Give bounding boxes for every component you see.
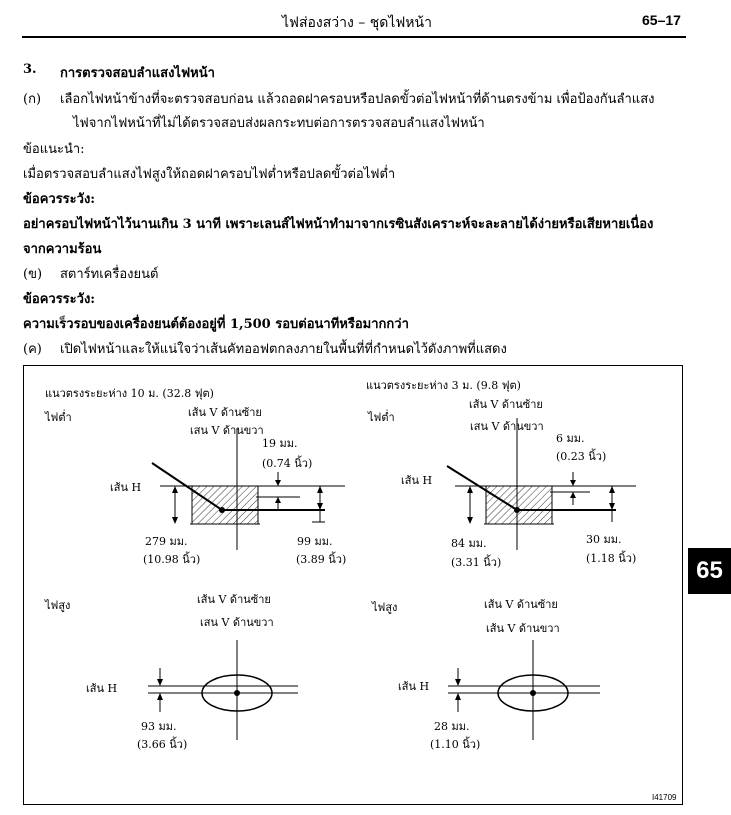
item-a-marker: (ก) [23,92,42,107]
left-low-beam-diagram [152,428,345,550]
hint-label: ข้อแนะนำ: [23,142,85,157]
left-low-left-mm: 279 มม. [145,535,188,548]
left-distance-title: แนวตรงระยะห่าง 10 ม. (32.8 ฟุต) [45,387,214,400]
right-high-beam-label: ไฟสูง [372,601,398,614]
right-low-left-mm: 84 มม. [451,537,487,550]
left-high-v-right-label: เสน V ด้านขวา [200,616,274,629]
left-low-center-dot [219,507,225,513]
hint-text: เมื่อตรวจสอบลำแสงไฟสูงให้ถอดฝาครอบไฟต่ำหรือปลดขั้วต่อไฟต่ำ [23,167,396,182]
caution2-text: ความเร็วรอบของเครื่องยนต์ต้องอยู่ที่ 1,500 รอบต่อนาทีหรือมากกว่า [23,317,409,332]
right-low-v-right-label: เสน V ด้านขวา [470,420,544,433]
section-tab: 65 [688,548,731,594]
right-low-top-in: (0.23 นิ้ว) [556,450,607,463]
caution2-label: ข้อควรระวัง: [23,292,96,307]
left-low-beam-label: ไฟต่ำ [45,411,72,424]
right-low-h-label: เส้น H [401,474,433,487]
left-high-center-dot [234,690,240,696]
right-low-top-mm: 6 มม. [556,432,585,445]
header-title: ไฟส่องสว่าง – ชุดไฟหน้า [282,15,432,31]
left-low-v-right-label: เสน V ด้านขวา [190,424,264,437]
right-high-in: (1.10 นิ้ว) [430,738,481,751]
left-low-top-in: (0.74 นิ้ว) [262,457,313,470]
right-low-tolerance-area [486,486,552,524]
left-high-h-label: เส้น H [86,682,118,695]
right-high-v-right-label: เส้น V ด้านขวา [486,622,560,635]
left-high-beam-label: ไฟสูง [45,599,71,612]
figure-id: I41709 [652,793,677,802]
step-number: 3. [23,62,37,77]
page-number: 65–17 [642,12,681,28]
caution1-label: ข้อควรระวัง: [23,192,96,207]
left-low-v-left-label: เส้น V ด้านซ้าย [188,406,262,419]
item-c-marker: (ค) [23,342,42,357]
caution1-line2: จากความร้อน [23,242,102,257]
item-c-text: เปิดไฟหน้าและให้แน่ใจว่าเส้นคัทออฟตกลงภายในพื้นที่ที่กำหนดไว้ดังภาพที่แสดง [60,342,507,357]
right-low-right-mm: 30 มม. [586,533,622,546]
step-title: การตรวจสอบลำแสงไฟหน้า [60,66,215,81]
left-low-top-mm: 19 มม. [262,437,298,450]
right-high-beam-diagram [448,640,600,740]
right-low-v-left-label: เส้น V ด้านซ้าย [469,398,543,411]
left-high-v-left-label: เส้น V ด้านซ้าย [197,593,271,606]
item-a-line1: เลือกไฟหน้าข้างที่จะตรวจสอบก่อน แล้วถอดฝาครอบหรือปลดขั้วต่อไฟหน้าที่ด้านตรงข้าม เพื่อป้องกันลำแสง [60,92,655,107]
left-high-in: (3.66 นิ้ว) [137,738,188,751]
right-distance-title: แนวตรงระยะห่าง 3 ม. (9.8 ฟุต) [366,379,521,392]
left-low-left-in: (10.98 นิ้ว) [143,553,201,566]
item-b-marker: (ข) [23,267,43,282]
right-high-h-label: เส้น H [398,680,430,693]
right-high-v-left-label: เส้น V ด้านซ้าย [484,598,558,611]
left-high-mm: 93 มม. [141,720,177,733]
right-low-center-dot [514,507,520,513]
right-low-beam-label: ไฟต่ำ [368,411,395,424]
left-low-right-in: (3.89 นิ้ว) [296,553,347,566]
right-low-right-in: (1.18 นิ้ว) [586,552,637,565]
item-b-text: สตาร์ทเครื่องยนต์ [60,267,159,282]
right-low-beam-diagram [447,418,636,550]
left-low-right-mm: 99 มม. [297,535,333,548]
right-low-left-in: (3.31 นิ้ว) [451,556,502,569]
right-high-mm: 28 มม. [434,720,470,733]
caution1-line1: อย่าครอบไฟหน้าไว้นานเกิน 3 นาที เพราะเลนส์ไฟหน้าทำมาจากเรซินสังเคราะห์จะละลายได้ง่ายหรือเสียหายเนื่อง [23,217,654,232]
item-a-line2: ไฟจากไฟหน้าที่ไม่ได้ตรวจสอบส่งผลกระทบต่อการตรวจสอบลำแสงไฟหน้า [73,116,485,131]
left-low-tolerance-area [192,486,258,524]
right-high-center-dot [530,690,536,696]
left-low-h-label: เส้น H [110,481,142,494]
